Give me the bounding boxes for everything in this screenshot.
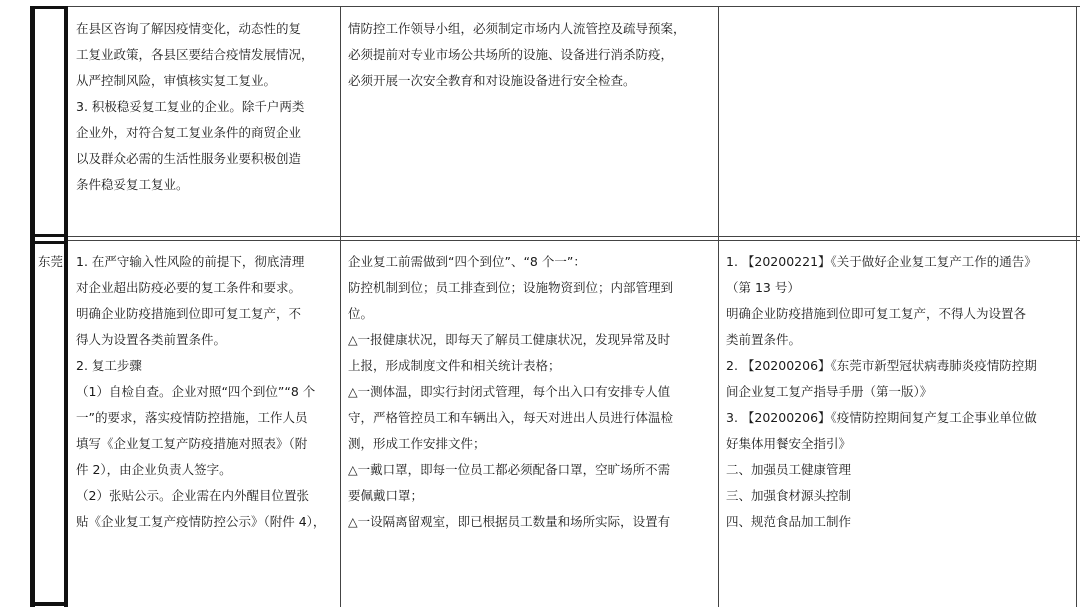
- text-line: 一”的要求，落实疫情防控措施，工作人员: [76, 410, 308, 425]
- row2-documents-cell: [726, 249, 1072, 535]
- text-line: 必须开展一次安全教育和对设施设备进行安全检查。: [348, 73, 636, 88]
- row-divider: [64, 236, 1080, 237]
- row2-city-cell: [38, 249, 64, 275]
- text-line: 测，形成工作安排文件；: [348, 436, 486, 451]
- text-line: 2. 【20200206】《东莞市新型冠状病毒肺炎疫情防控期: [726, 358, 1037, 373]
- text-line: 四、规范食品加工制作: [726, 514, 852, 529]
- text-line: （第 13 号）: [726, 280, 800, 295]
- text-line: 上报，形成制度文件和相关统计表格；: [348, 358, 561, 373]
- city-cell-frame: [30, 6, 68, 9]
- text-line: 对企业超出防疫必要的复工条件和要求。: [76, 280, 302, 295]
- city-cell-frame: [30, 241, 68, 244]
- text-line: （2）张贴公示。企业需在内外醒目位置张: [76, 488, 309, 503]
- text-line: 条件稳妥复工复业。: [76, 177, 189, 192]
- row1-requirements-cell: [348, 16, 716, 94]
- text-line: 间企业复工复产指导手册（第一版）》: [726, 384, 933, 399]
- column-divider: [340, 6, 341, 607]
- text-line: 贴《企业复工复产疫情防控公示》（附件 4），: [76, 514, 326, 529]
- text-line: 3. 【20200206】《疫情防控期间复产复工企事业单位做: [726, 410, 1037, 425]
- city-label: 东莞: [38, 254, 64, 269]
- text-line: 件 2），由企业负责人签字。: [76, 462, 232, 477]
- text-line: △一报健康状况，即每天了解员工健康状况，发现异常及时: [348, 332, 671, 347]
- text-line: 工复业政策，各县区要结合疫情发展情况，: [76, 47, 314, 62]
- text-line: 明确企业防疫措施到位即可复工复产，不得人为设置各: [726, 306, 1027, 321]
- text-line: 防控机制到位；员工排查到位；设施物资到位；内部管理到: [348, 280, 674, 295]
- text-line: 在县区咨询了解因疫情变化，动态性的复: [76, 21, 302, 36]
- city-cell-frame: [30, 234, 68, 237]
- text-line: 1. 【20200221】《关于做好企业复工复产工作的通告》: [726, 254, 1037, 269]
- text-line: 类前置条件。: [726, 332, 802, 347]
- table-border-top: [30, 6, 1080, 7]
- text-line: 2. 复工步骤: [76, 358, 142, 373]
- text-line: 位。: [348, 306, 374, 321]
- row2-policy-cell: [76, 249, 338, 535]
- text-line: 要佩戴口罩；: [348, 488, 424, 503]
- text-line: 得人为设置各类前置条件。: [76, 332, 227, 347]
- text-line: 二、加强员工健康管理: [726, 462, 852, 477]
- text-line: △一设隔离留观室，即已根据员工数量和场所实际，设置有: [348, 514, 671, 529]
- text-line: 情防控工作领导小组，必须制定市场内人流管控及疏导预案，: [348, 21, 686, 36]
- city-cell-frame: [30, 602, 68, 606]
- text-line: （1）自检自查。企业对照“四个到位”“8 个: [76, 384, 316, 399]
- table-border-right: [1076, 6, 1077, 607]
- text-line: 3. 积极稳妥复工复业的企业。除千户两类: [76, 99, 305, 114]
- text-line: 填写《企业复工复产防疫措施对照表》（附: [76, 436, 308, 451]
- text-line: △一戴口罩，即每一位员工都必须配备口罩，空旷场所不需: [348, 462, 671, 477]
- text-line: 企业外，对符合复工复业条件的商贸企业: [76, 125, 302, 140]
- city-column-divider: [64, 6, 68, 607]
- text-line: 以及群众必需的生活性服务业要积极创造: [76, 151, 302, 166]
- text-line: 从严控制风险，审慎核实复工复业。: [76, 73, 277, 88]
- text-line: 明确企业防疫措施到位即可复工复产，不: [76, 306, 302, 321]
- text-line: 必须提前对专业市场公共场所的设施、设备进行消杀防疫，: [348, 47, 674, 62]
- text-line: 守，严格管控员工和车辆出入，每天对进出人员进行体温检: [348, 410, 674, 425]
- row-divider: [64, 240, 1080, 241]
- row1-policy-cell: [76, 16, 338, 198]
- column-divider: [718, 6, 719, 607]
- row2-requirements-cell: [348, 249, 716, 535]
- text-line: △一测体温，即实行封闭式管理，每个出入口有安排专人值: [348, 384, 671, 399]
- text-line: 三、加强食材源头控制: [726, 488, 852, 503]
- text-line: 企业复工前需做到“四个到位”、“8 个一”：: [348, 254, 586, 269]
- text-line: 1. 在严守输入性风险的前提下，彻底清理: [76, 254, 305, 269]
- text-line: 好集体用餐安全指引》: [726, 436, 852, 451]
- table-border-left: [30, 6, 35, 607]
